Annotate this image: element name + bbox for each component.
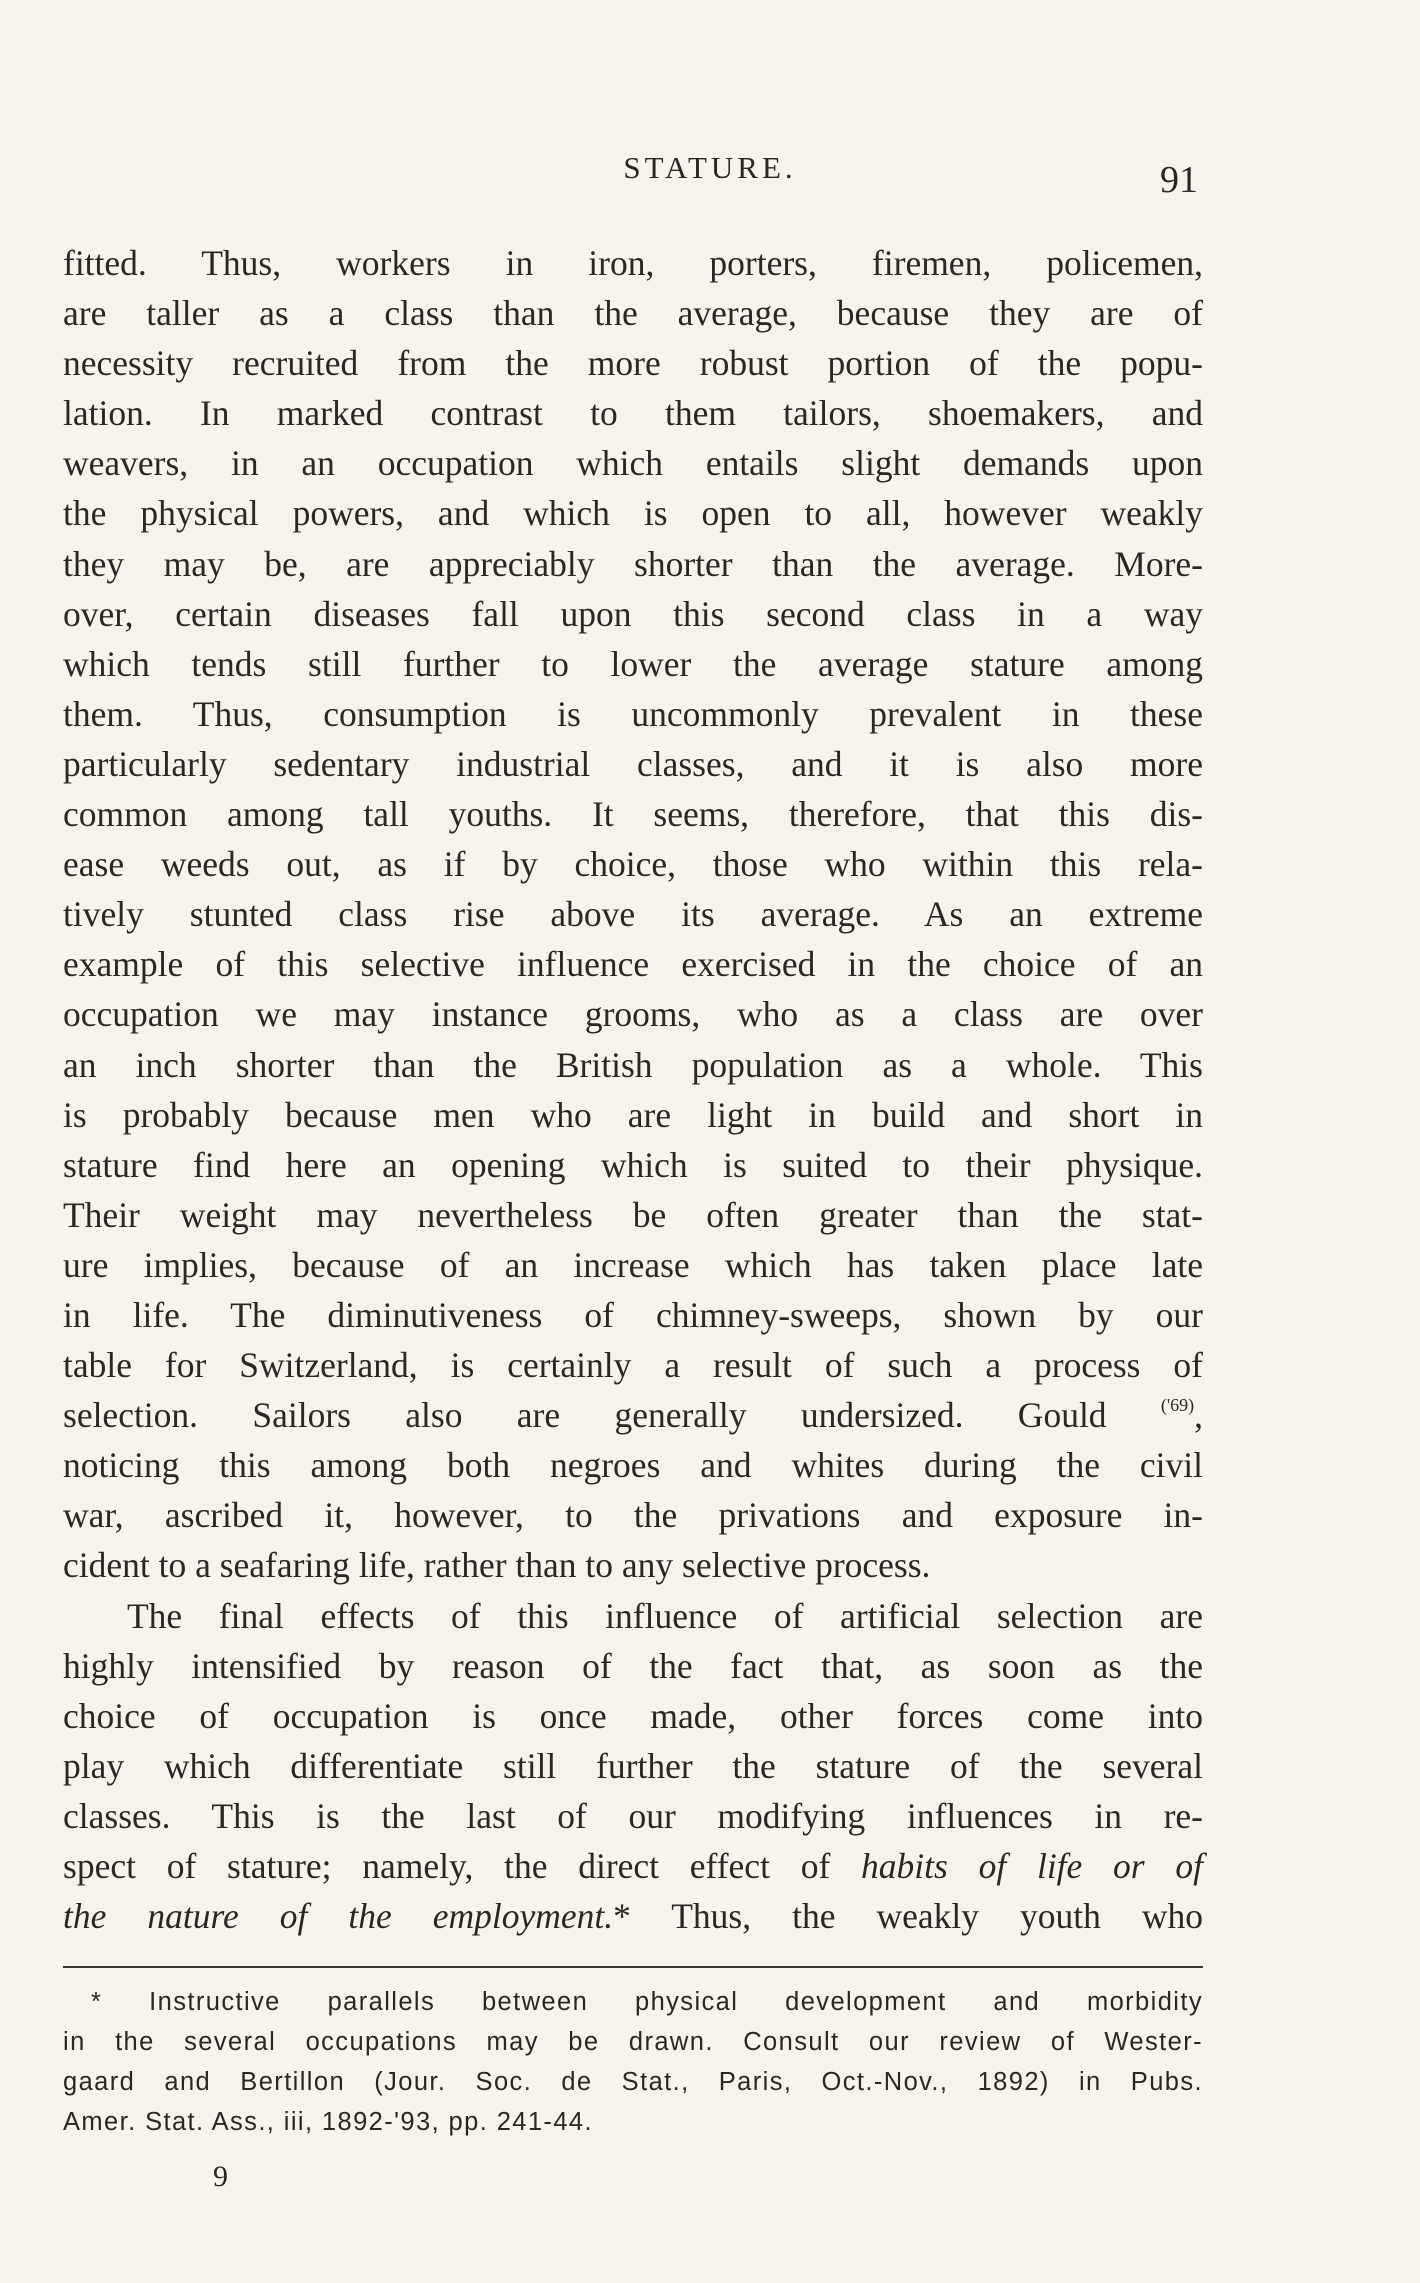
text-line: the nature of the employment.* Thus, the weakly youth who [63,1896,1203,1937]
text-line: particularly sedentary industrial classes, and it is also more [63,743,1203,784]
text-line: selection. Sailors also are generally undersized. Gould $^{('69)}$, [63,1395,1203,1436]
italic-phrase: habits of life or of [861,1846,1203,1886]
text-line: is probably because men who are light in build and short in [63,1094,1203,1135]
text-line: weavers, in an occupation which entails slight demands upon [63,443,1203,484]
text-line: ure implies, because of an increase which has taken place late [63,1244,1203,1285]
text-line: they may be, are appreciably shorter than the average. More- [63,543,1203,584]
citation-reference: ('69) [1160,1395,1195,1416]
text-line: necessity recruited from the more robust portion of the popu- [63,343,1203,384]
text-line: which tends still further to lower the average stature among [63,643,1203,684]
footnote-divider [63,1966,1203,1968]
text-line: fitted. Thus, workers in iron, porters, firemen, policemen, [63,243,1203,283]
text-line: occupation we may instance grooms, who as a class are over [63,994,1203,1035]
text-line: tively stunted class rise above its average. As an extreme [63,894,1203,935]
italic-phrase: the nature of the employment. [63,1896,614,1937]
footnote-line: Amer. Stat. Ass., iii, 1892-'93, pp. 241-44. [63,2108,593,2136]
page-number: 91 [1160,159,1198,201]
text-line: noticing this among both negroes and whites during the civil [63,1445,1203,1486]
text-line: choice of occupation is once made, other forces come into [63,1695,1203,1736]
signature-mark: 9 [213,2160,228,2193]
text-line: in life. The diminutiveness of chimney-sweeps, shown by our [63,1294,1203,1335]
text-line: stature find here an opening which is suited to their physique. [63,1144,1203,1185]
text-line: war, ascribed it, however, to the privations and exposure in- [63,1495,1203,1536]
text-line: the physical powers, and which is open to all, however weakly [63,493,1203,534]
text-line: play which differentiate still further the stature of the several [63,1745,1203,1786]
text-line: common among tall youths. It seems, therefore, that this dis- [63,794,1203,835]
text-line: spect of stature; namely, the direct effect of habits of life or of [63,1846,1203,1886]
text-line: an inch shorter than the British population as a whole. This [63,1044,1203,1085]
running-head: STATURE. [623,150,797,185]
text-line: example of this selective influence exercised in the choice of an [63,944,1203,985]
text-line: classes. This is the last of our modifying influences in re- [63,1795,1203,1836]
footnote-line: in the several occupations may be drawn. Consult our review of Wester- [63,2028,1203,2056]
footnote-line: * Instructive parallels between physical development and morbidity [91,1988,1203,2016]
paragraph-start-line: The final effects of this influence of artificial selection are [127,1595,1203,1636]
text-line: ease weeds out, as if by choice, those who within this rela- [63,844,1203,885]
text-line: table for Switzerland, is certainly a result of such a process of [63,1345,1203,1386]
text-line: are taller as a class than the average, because they are of [63,293,1203,334]
footnote [63,1982,1203,2142]
text-line: over, certain diseases fall upon this second class in a way [63,593,1203,634]
text-line: Their weight may nevertheless be often greater than the stat- [63,1194,1203,1235]
text-line: highly intensified by reason of the fact that, as soon as the [63,1645,1203,1686]
paragraph-end-line: cident to a seafaring life, rather than to any selective process. [63,1545,931,1586]
footnote-line: gaard and Bertillon (Jour. Soc. de Stat., Paris, Oct.-Nov., 1892) in Pubs. [63,2068,1203,2096]
text-line: lation. In marked contrast to them tailors, shoemakers, and [63,393,1203,434]
body-text [63,238,1203,1941]
text-line: them. Thus, consumption is uncommonly prevalent in these [63,693,1203,734]
